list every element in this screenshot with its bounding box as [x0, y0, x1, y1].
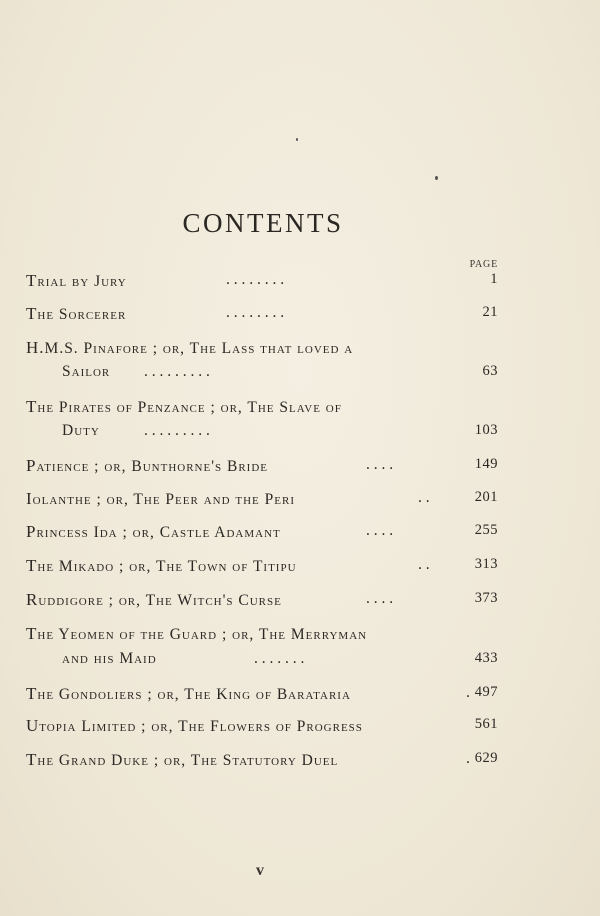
leader-dots: . .	[418, 556, 430, 573]
ink-speck	[296, 138, 298, 141]
toc-entry-continuation[interactable]	[26, 363, 498, 387]
toc-entry-page: 255	[474, 522, 498, 538]
toc-entry[interactable]	[26, 397, 498, 421]
toc-entry[interactable]	[26, 750, 498, 774]
toc-entry[interactable]	[26, 304, 498, 328]
toc-entry[interactable]	[26, 522, 498, 546]
toc-entry[interactable]	[26, 684, 498, 708]
toc-entry-page: 561	[474, 716, 498, 732]
toc-entry-title: and his Maid	[62, 650, 157, 667]
toc-entry-title: Iolanthe ; or, The Peer and the Peri	[26, 489, 295, 508]
leader-dots: . . . . . . . .	[226, 271, 285, 288]
toc-entry-continuation[interactable]	[26, 650, 498, 674]
toc-entry-page: 103	[474, 422, 498, 438]
leader-dots: .	[466, 684, 470, 701]
leader-dots: . . . . . . . . .	[144, 363, 210, 380]
leader-dots: . . . .	[366, 590, 394, 607]
toc-entry-page: 1	[490, 271, 498, 287]
toc-entry-title: Patience ; or, Bunthorne's Bride	[26, 456, 269, 475]
toc-entry-title: The Mikado ; or, The Town of Titipu	[26, 556, 297, 575]
page-column-label: PAGE	[469, 259, 498, 270]
toc-entry-title: The Yeomen of the Guard ; or, The Merryman	[26, 624, 368, 643]
toc-entry-title: Trial by Jury	[26, 271, 127, 290]
leader-dots: . .	[418, 489, 430, 506]
toc-entry-continuation[interactable]	[26, 422, 498, 446]
toc-entry-page: 373	[474, 590, 498, 606]
toc-entry-title: The Gondoliers ; or, The King of Barataria	[26, 684, 351, 703]
toc-entry[interactable]	[26, 456, 498, 480]
toc-entry-title: H.M.S. Pinafore ; or, The Lass that loved a	[26, 338, 354, 357]
toc-entry-page: 201	[474, 489, 498, 505]
toc-entry-title: The Sorcerer	[26, 304, 127, 323]
toc-entry-page: 313	[474, 556, 498, 572]
toc-entry-title: Ruddigore ; or, The Witch's Curse	[26, 590, 282, 609]
toc-entry[interactable]	[26, 489, 498, 513]
toc-entry-title: The Grand Duke ; or, The Statutory Duel	[26, 750, 339, 769]
toc-entry-page: 433	[474, 650, 498, 666]
toc-entry[interactable]	[26, 338, 498, 362]
leader-dots: . . . .	[366, 522, 394, 539]
toc-entry-page: 21	[482, 304, 498, 320]
toc-entry[interactable]	[26, 590, 498, 614]
toc-entry[interactable]	[26, 556, 498, 580]
toc-entry-page: 149	[474, 456, 498, 472]
leader-dots: .	[466, 750, 470, 767]
toc-entry-title: Utopia Limited ; or, The Flowers of Progress	[26, 716, 363, 735]
toc-entry-page: 63	[482, 363, 498, 379]
toc-entry-page: 629	[474, 750, 498, 766]
toc-entry[interactable]	[26, 624, 498, 648]
leader-dots: . . . . . . .	[254, 650, 305, 667]
ink-speck	[435, 176, 438, 180]
toc-entry-title: Sailor	[62, 363, 111, 380]
toc-entry-title: Duty	[62, 422, 100, 439]
page-title: CONTENTS	[182, 208, 344, 238]
page-folio: v	[256, 862, 264, 879]
toc-entry-page: 497	[474, 684, 498, 700]
toc-entry[interactable]	[26, 716, 498, 740]
toc-entry-title: The Pirates of Penzance ; or, The Slave of	[26, 397, 342, 416]
leader-dots: . . . .	[366, 456, 394, 473]
leader-dots: . . . . . . . .	[226, 304, 285, 321]
toc-entry[interactable]	[26, 271, 498, 295]
leader-dots: . . . . . . . . .	[144, 422, 210, 439]
toc-entry-title: Princess Ida ; or, Castle Adamant	[26, 522, 281, 541]
